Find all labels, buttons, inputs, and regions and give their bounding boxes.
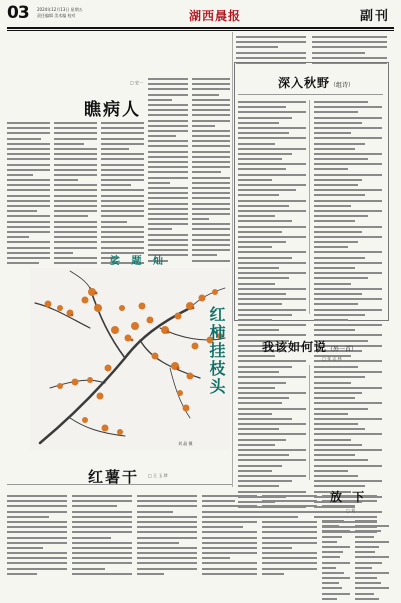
article3-title: 我该如何说（外一首） [262, 340, 358, 354]
article4-column-right [355, 520, 389, 603]
section-name: 副刊 [359, 9, 390, 24]
persimmon-photo [30, 268, 230, 450]
article1-column-3 [101, 122, 144, 267]
poem-title: 深入秋野（组诗） [278, 76, 355, 90]
poem-divider [309, 100, 310, 314]
article3-column-left [238, 366, 306, 522]
article4-column-left [322, 520, 350, 603]
article-title-qiaobingren: 瞧病人 [84, 100, 141, 120]
article1-column-5 [192, 78, 230, 265]
article1-column-1 [7, 122, 50, 267]
photo-caption: 刘 晶 摄 [178, 441, 193, 446]
article4-byline: □ 刘 [346, 508, 356, 513]
poem-column-left [238, 101, 306, 371]
article2-column-2 [72, 495, 132, 578]
separator-line [7, 484, 232, 485]
header-rule-thin [7, 30, 394, 31]
article3-divider [309, 365, 310, 480]
page-header [7, 4, 394, 26]
masthead-logo: 湖西晨报 [189, 9, 242, 23]
article-title-hongshugan: 红薯干 [88, 468, 140, 486]
photo-title: 红柿挂枝头 [207, 306, 226, 396]
article1-column-2 [54, 122, 97, 267]
article-byline: □ 史一 [130, 80, 144, 85]
header-meta: 2024年12月13日 星期五 责任编辑 美术编 校对 [37, 7, 83, 18]
article4-title: 放 下 [330, 490, 368, 504]
article2-column-1 [7, 495, 67, 578]
article2-column-3 [137, 495, 197, 578]
page-number: 03 [7, 3, 29, 23]
poem-column-right [314, 101, 382, 371]
article3-byline: □ 张 志 林 [322, 356, 342, 361]
vertical-separator [232, 32, 233, 487]
poem-rule [238, 94, 383, 95]
article2-byline: □ 王 玉 珍 [148, 473, 168, 478]
article1-column-4 [148, 78, 188, 265]
photo-header-decoration: 娑 题 灿 [110, 256, 167, 267]
header-rule [7, 27, 394, 29]
